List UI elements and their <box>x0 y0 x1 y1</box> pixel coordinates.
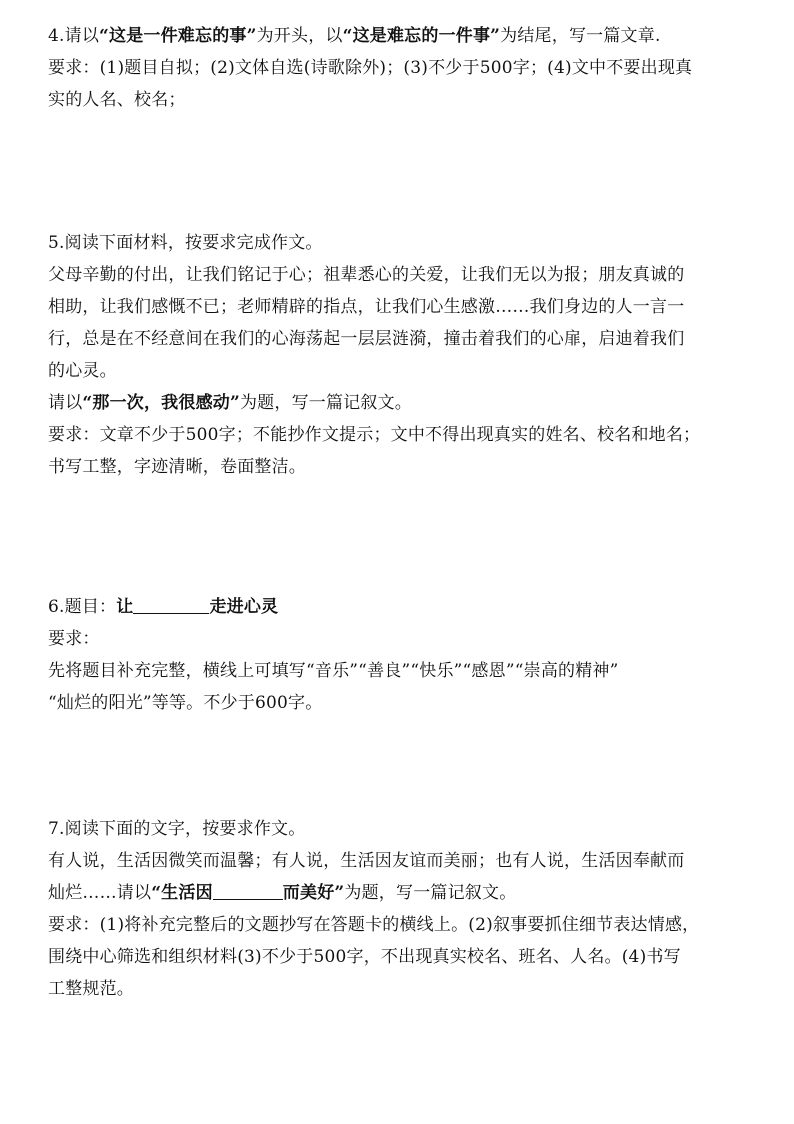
question-4-requirements-line-1: 要求：(1)题目自拟；(2)文体自选(诗歌除外)；(3)不少于500字；(4)文中不要出现真 <box>48 58 693 78</box>
question-6-requirements-line-1: 先将题目补充完整，横线上可填写“音乐”“善良”“快乐”“感恩”“崇高的精神” <box>48 661 619 681</box>
question-5-instruction: 5.阅读下面材料，按要求完成作文。 <box>48 233 323 253</box>
question-5-material-line-3: 行，总是在不经意间在我们的心海荡起一层层涟漪，撞击着我们的心扉，启迪着我们 <box>48 329 685 349</box>
question-7-requirements-line-2: 围绕中心筛选和组织材料(3)不少于500字，不出现真实校名、班名、人名。(4)书写 <box>48 947 681 967</box>
question-7-requirements-line-1: 要求：(1)将补充完整后的文题抄写在答题卡的横线上。(2)叙事要抓住细节表达情感， <box>48 915 700 935</box>
question-7 <box>48 813 760 1005</box>
question-5-title-prefix: 请以 <box>48 393 83 413</box>
question-7-material-line-1: 有人说，生活因微笑而温馨；有人说，生活因友谊而美丽；也有人说，生活因奉献而 <box>48 851 685 871</box>
question-6-title-start: 让 <box>116 597 134 617</box>
question-4-prompt-start: 4.请以 <box>48 26 100 46</box>
question-5-requirements-line-2: 书写工整，字迹清晰，卷面整洁。 <box>48 457 306 477</box>
question-6-title-blank <box>133 595 209 614</box>
question-6-title-line <box>48 591 760 623</box>
question-7-title-blank <box>213 881 283 900</box>
question-7-title-suffix: 为题，写一篇记叙文。 <box>344 883 517 903</box>
question-6-title-end: 走进心灵 <box>209 597 279 617</box>
question-5-material-line-1: 父母辛勤的付出，让我们铭记于心；祖辈悉心的关爱，让我们无以为报；朋友真诚的 <box>48 265 685 285</box>
question-4-opening-phrase: “这是一件难忘的事” <box>99 26 257 46</box>
question-4-prompt-middle: 为开头，以 <box>256 26 343 46</box>
question-7-material-end: 灿烂……请以 <box>48 883 152 903</box>
question-7-instruction: 7.阅读下面的文字，按要求作文。 <box>48 819 306 839</box>
question-4 <box>48 20 760 116</box>
question-5-material-line-2: 相助，让我们感慨不已；老师精辟的指点，让我们心生感激……我们身边的人一言一 <box>48 297 685 317</box>
question-7-title-line <box>48 877 760 909</box>
question-4-prompt-end: 为结尾，写一篇文章. <box>500 26 661 46</box>
question-6-title-label: 6.题目： <box>48 597 117 617</box>
question-4-requirements-line-2: 实的人名、校名； <box>48 90 186 110</box>
question-6 <box>48 591 760 719</box>
question-5-title-suffix: 为题，写一篇记叙文。 <box>239 393 412 413</box>
question-5 <box>48 227 760 483</box>
question-6-requirements-line-2: “灿烂的阳光”等等。不少于600字。 <box>48 693 323 713</box>
question-5-requirements-line-1: 要求：文章不少于500字；不能抄作文提示；文中不得出现真实的姓名、校名和地名； <box>48 425 701 445</box>
question-5-title-line <box>48 387 760 419</box>
question-7-title-end: 而美好” <box>282 883 345 903</box>
question-4-line-1 <box>48 20 760 52</box>
question-6-requirements-label: 要求： <box>48 629 100 649</box>
question-5-material-line-4: 的心灵。 <box>48 361 117 381</box>
question-5-essay-title: “那一次，我很感动” <box>82 393 240 413</box>
question-7-requirements-line-3: 工整规范。 <box>48 979 134 999</box>
question-7-title-start: “生活因 <box>151 883 213 903</box>
question-4-closing-phrase: “这是难忘的一件事” <box>342 26 501 46</box>
